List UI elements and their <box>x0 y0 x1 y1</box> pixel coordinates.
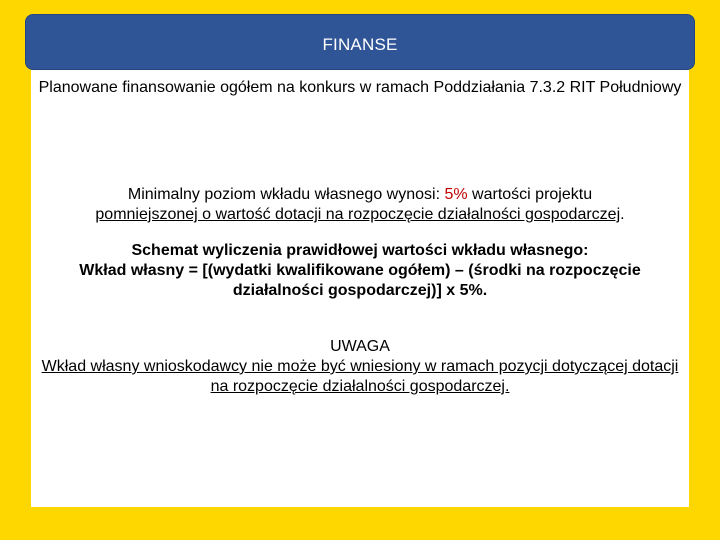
minimal-contribution <box>37 185 683 225</box>
minimal-prefix: Minimalny poziom wkładu własnego wynosi: <box>127 186 445 203</box>
schemat-section <box>37 241 683 301</box>
header-bar <box>25 14 695 70</box>
page-title: FINANSE <box>322 35 398 54</box>
content-card <box>31 70 689 507</box>
minimal-underlined-text: pomniejszonej o wartość dotacji na rozpoczęcie działalności gospodarczej <box>95 206 621 223</box>
minimal-end: . <box>620 206 625 223</box>
uwaga-heading: UWAGA <box>330 338 390 355</box>
uwaga-text: Wkład własny wnioskodawcy nie może być wniesiony w ramach pozycji dotyczącej dotacji na rozpoczęcie działalności gospodarczej. <box>41 358 679 395</box>
intro-text: Planowane finansowanie ogółem na konkurs w ramach Poddziałania 7.3.2 RIT Południowy <box>38 79 682 96</box>
minimal-percent: 5% <box>444 186 468 203</box>
uwaga-section <box>37 337 683 397</box>
schemat-heading: Schemat wyliczenia prawidłowej wartości wkładu własnego: <box>131 242 589 259</box>
schemat-formula: Wkład własny = [(wydatki kwalifikowane ogółem) – (środki na rozpoczęcie działalności gospodarczej)] x 5%. <box>79 262 641 299</box>
minimal-suffix: wartości projektu <box>467 186 593 203</box>
